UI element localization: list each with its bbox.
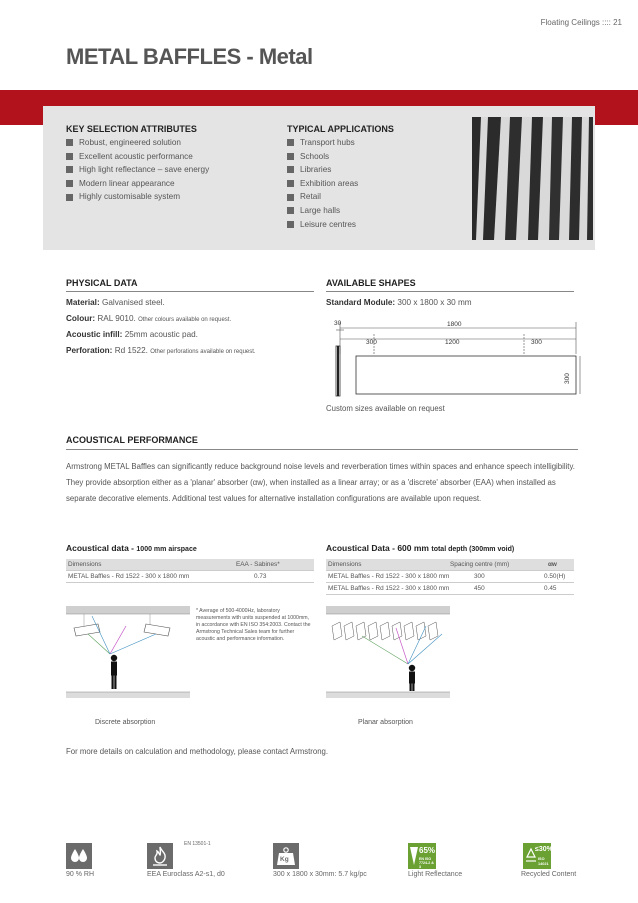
list-item: Highly customisable system (66, 190, 281, 204)
list-item: Modern linear appearance (66, 177, 281, 191)
typical-applications-list (287, 136, 457, 231)
custom-sizes-note: Custom sizes available on request (326, 404, 445, 413)
list-item: Excellent acoustic performance (66, 150, 281, 164)
list-item: Transport hubs (287, 136, 457, 150)
bullet-square-icon (66, 180, 73, 187)
physical-data-heading: PHYSICAL DATA (66, 278, 138, 288)
table-row: METAL Baffles - Rd 1522 - 300 x 1800 mm 450 0.45 (326, 583, 574, 595)
light-reflectance-label: Light Reflectance (408, 871, 463, 878)
list-item: Retail (287, 190, 457, 204)
footnote: * Average of 500-4000Hz, laboratory measurements with units suspended at 1000mm, in accordance with EN ISO 354:2003. Contact the Armstrong Technical Sales team for further acoustic and performance information. (196, 608, 311, 642)
bullet-square-icon (66, 153, 73, 160)
light-reflectance-icon: 65% EN ISO 7724-2 & 3 (408, 843, 436, 869)
page-title: METAL BAFFLES - Metal (66, 44, 313, 69)
table-left (66, 559, 314, 583)
weight-icon: Kg (273, 843, 299, 869)
list-item: Schools (287, 150, 457, 164)
table-right (326, 559, 574, 595)
bullet-square-icon (287, 139, 294, 146)
colour-label: Colour: (66, 314, 96, 323)
list-item: Libraries (287, 163, 457, 177)
list-item: Exhibition areas (287, 177, 457, 191)
discrete-absorption-illustration (66, 606, 190, 716)
available-shapes-heading: AVAILABLE SHAPES (326, 278, 416, 288)
key-selection-heading: KEY SELECTION ATTRIBUTES (66, 124, 197, 134)
material-label: Material: (66, 298, 100, 307)
bullet-square-icon (287, 221, 294, 228)
bullet-square-icon (66, 139, 73, 146)
colour-value: RAL 9010. (97, 314, 136, 323)
recycled-content-label: Recycled Content (521, 871, 577, 878)
bullet-square-icon (66, 194, 73, 201)
physical-data (66, 295, 256, 359)
baffle-dimension-diagram (326, 316, 586, 398)
en-label: EN 13501-1 (184, 841, 211, 847)
perforation-note: Other perforations available on request. (150, 349, 256, 355)
module-value: 300 x 1800 x 30 mm (397, 298, 472, 307)
colour-note: Other colours available on request. (138, 317, 232, 323)
table-right-title: Acoustical Data - 600 mm total depth (300mm void) (326, 543, 515, 553)
standard-module (326, 295, 472, 311)
table-row: METAL Baffles - Rd 1522 - 300 x 1800 mm 300 0.50(H) (326, 571, 574, 583)
perforation-value: Rd 1522. (114, 346, 148, 355)
table-header: Dimensions Spacing centre (mm) αw (326, 559, 574, 571)
infill-value: 25mm acoustic pad. (124, 330, 198, 339)
weight-label: 300 x 1800 x 30mm: 5.7 kg/pc (273, 871, 367, 878)
dim-length: 1800 (447, 321, 462, 328)
planar-absorption-caption: Planar absorption (358, 719, 413, 726)
running-head: Floating Ceilings :::: 21 (540, 18, 622, 27)
acoustical-performance-text: Armstrong METAL Baffles can significantly reduce background noise levels and reverberation times within spaces and enhance speech intelligibility. They provide absorption either as a 'planar' absorber (αw), when installed as a linear array; or as a 'discrete' absorber (EAA) when installed as separate decorative elements. Additional test values for alternative installation configurations are available upon request. (66, 462, 575, 503)
bullet-square-icon (287, 194, 294, 201)
dim-thickness: 30 (334, 320, 342, 327)
bullet-square-icon (287, 153, 294, 160)
dim-end-right: 300 (531, 339, 542, 346)
bullet-square-icon (287, 180, 294, 187)
perforation-label: Perforation: (66, 346, 113, 355)
typical-applications-heading: TYPICAL APPLICATIONS (287, 124, 394, 134)
humidity-label: 90 % RH (66, 871, 95, 878)
table-row: METAL Baffles - Rd 1522 - 300 x 1800 mm 0.73 (66, 571, 314, 583)
bullet-square-icon (66, 166, 73, 173)
list-item: Robust, engineered solution (66, 136, 281, 150)
baffle-photo (472, 117, 593, 240)
dim-end-left: 300 (366, 339, 377, 346)
fire-icon (147, 843, 173, 869)
recycle-icon: ≤30% ISO 14021 (523, 843, 551, 869)
planar-absorption-illustration (326, 606, 450, 716)
table-header: Dimensions EAA - Sabines* (66, 559, 314, 571)
dim-height: 300 (564, 373, 571, 384)
acoustical-performance-heading: ACOUSTICAL PERFORMANCE (66, 435, 198, 445)
humidity-drops-icon (66, 843, 92, 869)
bullet-square-icon (287, 207, 294, 214)
material-value: Galvanised steel. (101, 298, 165, 307)
key-selection-list (66, 136, 281, 204)
infill-label: Acoustic infill: (66, 330, 123, 339)
acoustical-performance-rule (66, 449, 578, 450)
bullet-square-icon (287, 166, 294, 173)
contact-note: For more details on calculation and methodology, please contact Armstrong. (66, 747, 329, 756)
euroclass-label: EEA Euroclass A2-s1, d0 (147, 871, 225, 878)
available-shapes-rule (326, 291, 574, 292)
dim-middle: 1200 (445, 339, 460, 346)
discrete-absorption-caption: Discrete absorption (95, 719, 156, 726)
list-item: Leisure centres (287, 218, 457, 232)
table-left-title: Acoustical data - 1000 mm airspace (66, 543, 197, 553)
list-item: Large halls (287, 204, 457, 218)
physical-data-rule (66, 291, 314, 292)
list-item: High light reflectance – save energy (66, 163, 281, 177)
module-label: Standard Module: (326, 298, 396, 307)
